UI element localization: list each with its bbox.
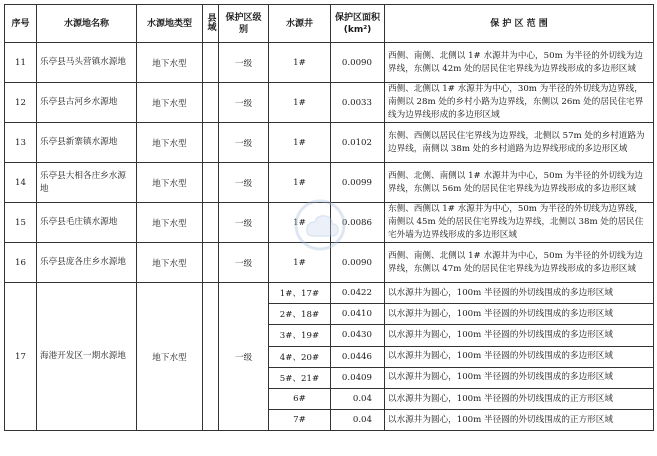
cell-level: 一级 [219,83,269,123]
cell-level: 一级 [219,123,269,163]
cell-area: 0.0430 [331,325,385,346]
cell-area: 0.0422 [331,283,385,304]
cell-name: 海港开发区一期水源地 [37,283,137,431]
cell-no: 14 [5,163,37,203]
cell-level: 一级 [219,43,269,83]
table-row [5,163,654,203]
cell-range: 西侧、南侧、北侧以 1# 水源井为中心，50m 为半径的外切线为边界线，东侧以 47m 处的居民住宅界线为边界线形成的多边形区域 [385,243,654,283]
table-row [5,83,654,123]
header-county [203,5,219,43]
water-source-table [4,4,654,431]
cell-name: 乐亭县新寨镇水源地 [37,123,137,163]
cell-well: 4#、20# [269,346,331,367]
cell-county [203,43,219,83]
cell-area: 0.04 [331,410,385,431]
cell-area: 0.0446 [331,346,385,367]
cell-well: 2#、18# [269,304,331,325]
cell-range: 以水源井为圆心，100m 半径圆的外切线围成的正方形区域 [385,388,654,409]
cell-area: 0.04 [331,388,385,409]
cell-no: 15 [5,203,37,243]
cell-well: 1# [269,243,331,283]
table-row-group [5,283,654,304]
cell-no: 13 [5,123,37,163]
cell-name: 乐亭县毛庄镇水源地 [37,203,137,243]
cell-level: 一级 [219,283,269,431]
cell-range: 东侧、西侧以 1# 水源井为中心，50m 为半径的外切线为边界线，南侧以 45m 处的居民住宅界线为边界线，北侧以 38m 处的居民住宅外墙为边界线形成的多边形区域 [385,203,654,243]
cell-county [203,283,219,431]
cell-type: 地下水型 [137,163,203,203]
cell-area: 0.0409 [331,367,385,388]
cell-area: 0.0090 [331,43,385,83]
cell-no: 16 [5,243,37,283]
cell-well: 1# [269,83,331,123]
cell-well: 1#、17# [269,283,331,304]
cell-well: 6# [269,388,331,409]
header-level: 保护区级别 [219,5,269,43]
cell-no: 17 [5,283,37,431]
cell-range: 以水源井为圆心，100m 半径圆的外切线围成的多边形区域 [385,346,654,367]
cell-range: 以水源井为圆心，100m 半径圆的外切线围成的多边形区域 [385,367,654,388]
table-row [5,123,654,163]
cell-well: 1# [269,123,331,163]
cell-name: 乐亭县古河乡水源地 [37,83,137,123]
cell-well: 5#、21# [269,367,331,388]
cell-name: 乐亭县庞各庄乡水源地 [37,243,137,283]
table-row [5,243,654,283]
header-no: 序号 [5,5,37,43]
cell-range: 西侧、南侧、北侧以 1# 水源井为中心，50m 为半径的外切线为边界线，东侧以 42m 处的居民住宅界线为边界线形成的多边形区域 [385,43,654,83]
table-row [5,43,654,83]
cell-range: 以水源井为圆心，100m 半径圆的外切线围成的多边形区域 [385,325,654,346]
cell-county [203,83,219,123]
cell-type: 地下水型 [137,83,203,123]
cell-county [203,163,219,203]
cell-area: 0.0033 [331,83,385,123]
header-area [331,5,385,43]
header-county-text: 县域 [205,12,216,31]
cell-county [203,203,219,243]
cell-range: 以水源井为圆心，100m 半径圆的外切线围成的正方形区域 [385,410,654,431]
cell-county [203,243,219,283]
cell-area: 0.0090 [331,243,385,283]
cell-range: 以水源井为圆心，100m 半径圆的外切线围成的多边形区域 [385,304,654,325]
cell-range: 以水源井为圆心，100m 半径圆的外切线围成的多边形区域 [385,283,654,304]
cell-type: 地下水型 [137,283,203,431]
cell-type: 地下水型 [137,43,203,83]
cell-well: 1# [269,203,331,243]
cell-well: 7# [269,410,331,431]
cell-type: 地下水型 [137,203,203,243]
cell-well: 3#、19# [269,325,331,346]
cell-no: 11 [5,43,37,83]
header-range: 保 护 区 范 围 [385,5,654,43]
cell-area: 0.0099 [331,163,385,203]
cell-level: 一级 [219,243,269,283]
header-name: 水源地名称 [37,5,137,43]
cell-range: 东侧、西侧以居民住宅界线为边界线，北侧以 57m 处的乡村道路为边界线，南侧以 38m 处的乡村道路为边界线形成的多边形区域 [385,123,654,163]
header-row [5,5,654,43]
cell-level: 一级 [219,163,269,203]
cell-county [203,123,219,163]
cell-well: 1# [269,43,331,83]
header-type: 水源地类型 [137,5,203,43]
cell-level: 一级 [219,203,269,243]
cell-range: 西侧、北侧以 1# 水源井为中心，30m 为半径的外切线为边界线，南侧以 28m 处的乡村小路为边界线，东侧以 26m 处的居民住宅界线为边界线形成的多边形区域 [385,83,654,123]
cell-name: 乐亭县大相各庄乡水源地 [37,163,137,203]
header-well: 水源井 [269,5,331,43]
cell-range: 西侧、北侧、南侧以 1# 水源井为中心，50m 为半径的外切线为边界线，东侧以 56m 处的居民住宅界线为边界线形成的多边形区域 [385,163,654,203]
header-area-unit: (km²) [343,24,372,35]
cell-type: 地下水型 [137,123,203,163]
cell-no: 12 [5,83,37,123]
cell-area: 0.0410 [331,304,385,325]
cell-area: 0.0086 [331,203,385,243]
cell-area: 0.0102 [331,123,385,163]
cell-type: 地下水型 [137,243,203,283]
cell-well: 1# [269,163,331,203]
cell-name: 乐亭县马头营镇水源地 [37,43,137,83]
table-row [5,203,654,243]
header-area-label: 保护区面积 [334,12,380,23]
